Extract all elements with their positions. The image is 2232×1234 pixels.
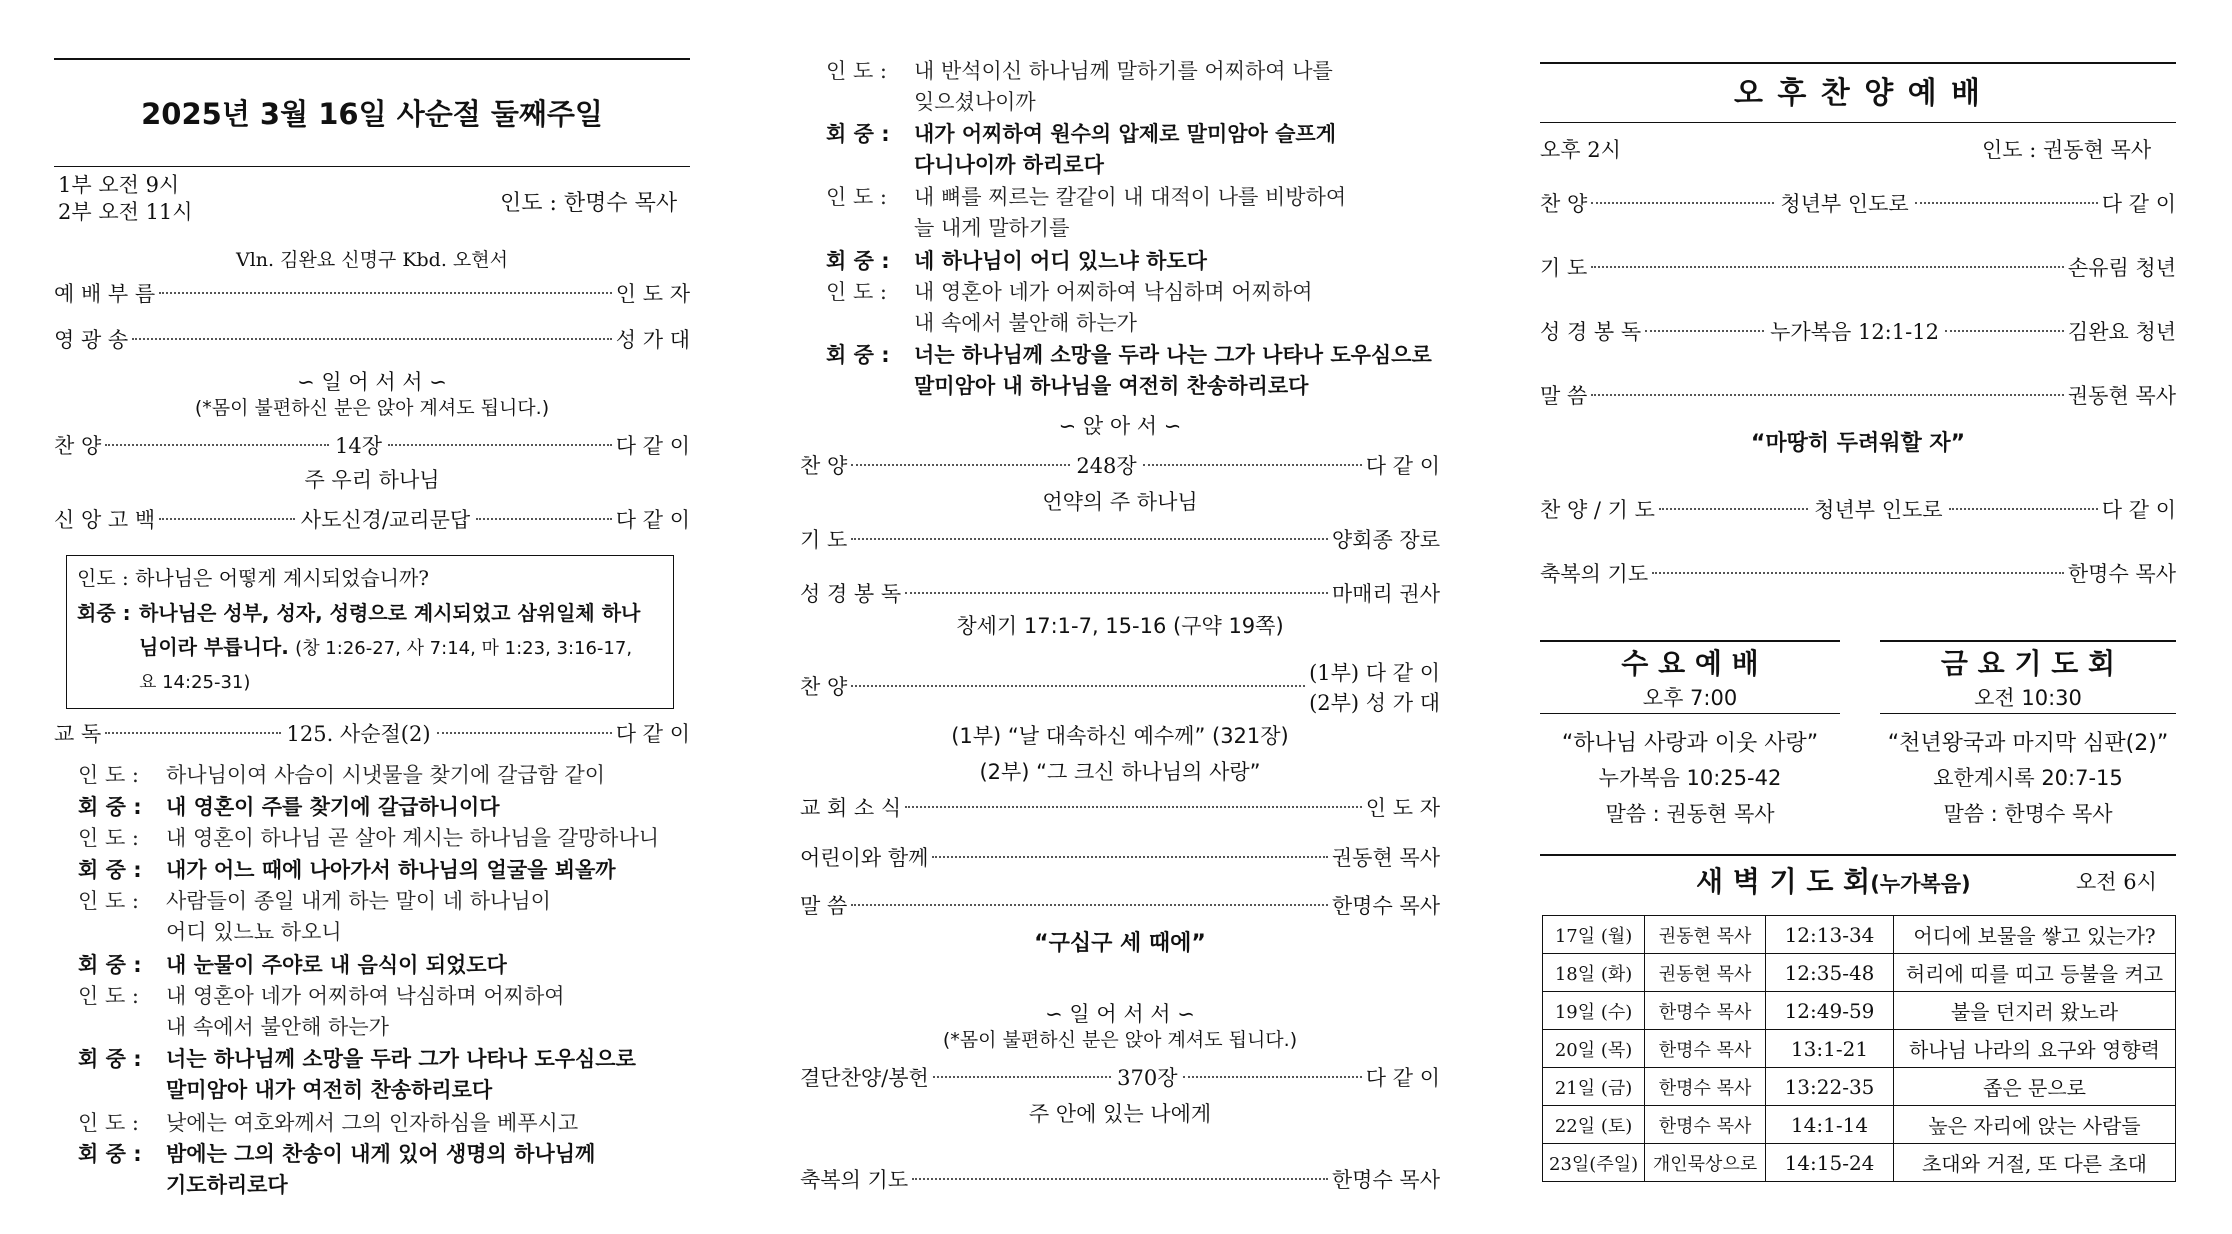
speaker-cell: 한명수 목사 bbox=[1645, 992, 1766, 1030]
offering-title: 주 안에 있는 나에게 bbox=[1028, 1102, 1212, 1126]
order-right: 다 같 이 bbox=[615, 508, 691, 532]
order-label: 찬 양 bbox=[54, 434, 102, 458]
table-row bbox=[1543, 954, 2176, 992]
stand-note-2: (*몸이 불편하신 분은 앉아 계셔도 됩니다.) bbox=[942, 1029, 1298, 1051]
topic-cell: 하나님 나라의 요구와 영향력 bbox=[1893, 1030, 2175, 1068]
order-label: 예 배 부 름 bbox=[54, 282, 156, 306]
order-label: 축복의 기도 bbox=[1540, 562, 1649, 586]
fri-rule-2 bbox=[1880, 713, 2176, 714]
fri-time: 오전 10:30 bbox=[1974, 686, 2082, 710]
speaker-label: 회 중 : bbox=[78, 1047, 142, 1072]
passage-cell: 12:49-59 bbox=[1766, 992, 1894, 1030]
afternoon-time: 오후 2시 bbox=[1540, 138, 1621, 162]
leader-line bbox=[78, 823, 659, 854]
line-text: 내 영혼이 주를 찾기에 갈급하니이다 bbox=[166, 794, 500, 819]
order-reading bbox=[54, 720, 690, 748]
wed-ref: 누가복음 10:25-42 bbox=[1598, 766, 1782, 790]
afternoon-title: 오 후 찬 양 예 배 bbox=[1733, 76, 1983, 111]
leader-line bbox=[826, 277, 1313, 339]
order-prayer bbox=[800, 526, 1440, 554]
catechism-box bbox=[66, 555, 674, 709]
order-label: 영 광 송 bbox=[54, 328, 129, 352]
fri-rule bbox=[1880, 640, 2176, 642]
leader-line bbox=[78, 886, 551, 948]
topic-cell: 높은 자리에 앉는 사람들 bbox=[1893, 1106, 2175, 1144]
order-mid: 누가복음 12:1-12 bbox=[1770, 320, 1939, 344]
table-row bbox=[1543, 1106, 2176, 1144]
sermon-title: “구십구 세 때에” bbox=[1034, 931, 1206, 956]
speaker-label: 인 도 : bbox=[78, 763, 139, 787]
order-hymn bbox=[54, 432, 690, 460]
topic-cell: 초대와 거절, 또 다른 초대 bbox=[1893, 1144, 2175, 1182]
afternoon-order-row bbox=[1540, 560, 2176, 588]
afternoon-top-rule bbox=[1540, 62, 2176, 64]
page-title: 2025년 3월 16일 사순절 둘째주일 bbox=[141, 97, 603, 131]
wed-time: 오후 7:00 bbox=[1642, 686, 1738, 710]
table-row bbox=[1543, 1030, 2176, 1068]
line-continuation: 어디 있느뇨 하오니 bbox=[166, 920, 342, 945]
line-text: 하나님이여 사슴이 시냇물을 찾기에 갈급함 같이 bbox=[166, 763, 606, 787]
leader-line bbox=[78, 1108, 578, 1139]
speaker-label: 회 중 : bbox=[78, 1142, 142, 1167]
line-text: 내 영혼이 하나님 곧 살아 계시는 하나님을 갈망하나니 bbox=[166, 826, 660, 851]
line-text: 내 뼈를 찌르는 칼같이 내 대적이 나를 비방하여 bbox=[914, 185, 1347, 210]
order-right: 한명수 목사 bbox=[1331, 1168, 1440, 1192]
dawn-schedule-table bbox=[1542, 915, 2176, 1182]
order-right: 성 가 대 bbox=[615, 328, 690, 352]
congregation-line bbox=[826, 246, 1207, 277]
passage-cell: 13:1-21 bbox=[1766, 1030, 1894, 1068]
date-cell: 21일 (금) bbox=[1543, 1068, 1645, 1106]
speaker-label: 인 도 : bbox=[78, 889, 139, 914]
congregation-line bbox=[78, 950, 507, 981]
order-right: 손유림 청년 bbox=[2067, 256, 2176, 280]
dawn-sub: (누가복음) bbox=[1870, 872, 1971, 896]
wed-rule-2 bbox=[1540, 713, 1840, 714]
order-right: 한명수 목사 bbox=[2067, 562, 2176, 586]
hymn-title-2: 언약의 주 하나님 bbox=[1042, 490, 1198, 514]
line-text: 내 영혼아 네가 어찌하여 낙심하며 어찌하여 bbox=[166, 984, 565, 1009]
speaker-label: 인 도 : bbox=[826, 59, 887, 83]
line-text: 너는 하나님께 소망을 두라 나는 그가 나타나 도우심으로 bbox=[914, 343, 1432, 368]
order-right: 김완요 청년 bbox=[2067, 320, 2177, 344]
afternoon-sermon-title: “마땅히 두려워할 자” bbox=[1750, 431, 1966, 456]
order-label: 교 독 bbox=[54, 722, 102, 746]
congregation-line bbox=[78, 855, 616, 886]
line-continuation: 내 속에서 불안해 하는가 bbox=[166, 1015, 389, 1040]
order-mid: 사도신경/교리문답 bbox=[300, 508, 471, 532]
catechism-answer bbox=[139, 596, 669, 700]
dawn-time: 오전 6시 bbox=[2076, 870, 2157, 894]
order-mid: 14장 bbox=[335, 434, 383, 458]
afternoon-order-row bbox=[1540, 318, 2176, 346]
order-right: 다 같 이 bbox=[2101, 192, 2176, 216]
date-cell: 23일(주일) bbox=[1543, 1144, 1645, 1182]
afternoon-order-row bbox=[1540, 382, 2176, 410]
wed-speaker: 말씀 : 권동현 목사 bbox=[1605, 802, 1775, 826]
passage-cell: 12:35-48 bbox=[1766, 954, 1894, 992]
musicians: Vln. 김완요 신명구 Kbd. 오현서 bbox=[236, 249, 508, 271]
fri-topic: “천년왕국과 마지막 심판(2)” bbox=[1887, 731, 2169, 756]
service-times bbox=[58, 172, 193, 226]
congregation-line bbox=[78, 1044, 636, 1106]
order-mid: 248장 bbox=[1076, 454, 1137, 478]
leader: 인도 : 한명수 목사 bbox=[500, 191, 678, 216]
title-rule bbox=[54, 166, 690, 167]
date-cell: 20일 (목) bbox=[1543, 1030, 1645, 1068]
speaker-label: 인 도 : bbox=[826, 185, 887, 210]
congregation-line bbox=[78, 1139, 595, 1201]
order-mid: 청년부 인도로 bbox=[1814, 498, 1943, 522]
line-text: 너는 하나님께 소망을 두라 그가 나타나 도우심으로 bbox=[166, 1047, 636, 1072]
order-label: 찬 양 bbox=[800, 454, 848, 478]
speaker-label: 회 중 : bbox=[826, 122, 890, 147]
speaker-label: 회 중 : bbox=[78, 794, 142, 819]
order-gloria bbox=[54, 326, 690, 354]
catechism-ref-2: 요 14:25-31) bbox=[139, 672, 251, 693]
line-continuation: 말미암아 내가 여전히 찬송하리로다 bbox=[166, 1078, 493, 1103]
order-label: 찬 양 bbox=[800, 675, 848, 699]
speaker-label: 인 도 : bbox=[826, 280, 887, 305]
line-continuation: 기도하리로다 bbox=[166, 1173, 288, 1198]
topic-cell: 어디에 보물을 쌓고 있는가? bbox=[1893, 916, 2175, 954]
line-text: 내 눈물이 주야로 내 음식이 되었도다 bbox=[166, 952, 507, 977]
speaker-label: 인 도 : bbox=[78, 1110, 139, 1135]
order-right: 다 같 이 bbox=[2101, 498, 2177, 522]
line-continuation: 다니나이까 하리로다 bbox=[914, 153, 1104, 178]
order-right: 인 도 자 bbox=[1365, 796, 1440, 820]
wed-title: 수 요 예 배 bbox=[1621, 647, 1759, 680]
table-row bbox=[1543, 1068, 2176, 1106]
hymn-title: 주 우리 하나님 bbox=[304, 468, 440, 492]
catechism-ref: (창 1:26-27, 사 7:14, 마 1:23, 3:16-17, bbox=[295, 638, 633, 659]
line-text: 네 하나님이 어디 있느냐 하도다 bbox=[914, 248, 1207, 273]
order-label: 성 경 봉 독 bbox=[1540, 320, 1642, 344]
order-right: 인 도 자 bbox=[615, 282, 690, 306]
table-row bbox=[1543, 916, 2176, 954]
choir-song-1: (1부) “날 대속하신 예수께” (321장) bbox=[951, 724, 1289, 748]
line-continuation: 잊으셨나이까 bbox=[914, 90, 1036, 114]
order-right: 다 같 이 bbox=[615, 434, 691, 458]
order-sermon bbox=[800, 892, 1440, 920]
leader-line bbox=[78, 981, 565, 1043]
order-label: 축복의 기도 bbox=[800, 1168, 909, 1192]
catechism-question: 인도 : 하나님은 어떻게 계시되었습니까? bbox=[77, 566, 430, 590]
congregation-line bbox=[78, 792, 500, 823]
leader-line bbox=[78, 760, 605, 791]
fri-title: 금 요 기 도 회 bbox=[1940, 647, 2116, 680]
order-creed bbox=[54, 506, 690, 534]
date-cell: 22일 (토) bbox=[1543, 1106, 1645, 1144]
passage-cell: 14:15-24 bbox=[1766, 1144, 1894, 1182]
speaker-cell: 개인묵상으로 bbox=[1645, 1144, 1766, 1182]
choir-right-1: (1부) 다 같 이 bbox=[1309, 661, 1440, 685]
speaker-label: 회 중 : bbox=[78, 952, 142, 977]
line-text: 내가 어느 때에 나아가서 하나님의 얼굴을 뵈올까 bbox=[166, 857, 616, 882]
order-label: 찬 양 / 기 도 bbox=[1540, 498, 1655, 522]
dawn-title: 새 벽 기 도 회 bbox=[1696, 865, 1871, 898]
speaker-label: 인 도 : bbox=[78, 826, 139, 851]
speaker-label: 회 중 : bbox=[826, 343, 890, 368]
line-text: 내 반석이신 하나님께 말하기를 어찌하여 나를 bbox=[914, 59, 1333, 83]
order-benediction bbox=[800, 1166, 1440, 1194]
order-right: 다 같 이 bbox=[1365, 454, 1440, 478]
order-right: 양회종 장로 bbox=[1331, 528, 1440, 552]
speaker-cell: 한명수 목사 bbox=[1645, 1068, 1766, 1106]
speaker-label: 인 도 : bbox=[78, 984, 139, 1009]
table-row bbox=[1543, 1144, 2176, 1182]
line-continuation: 내 속에서 불안해 하는가 bbox=[914, 311, 1137, 336]
sit-marker: ∽ 앉 아 서 ∽ bbox=[1058, 414, 1182, 438]
order-label: 어린이와 함께 bbox=[800, 846, 929, 870]
speaker-cell: 권동현 목사 bbox=[1645, 916, 1766, 954]
order-children bbox=[800, 844, 1440, 872]
speaker-cell: 한명수 목사 bbox=[1645, 1106, 1766, 1144]
line-text: 낮에는 여호와께서 그의 인자하심을 베푸시고 bbox=[166, 1110, 579, 1135]
order-call-to-worship bbox=[54, 280, 690, 308]
date-cell: 18일 (화) bbox=[1543, 954, 1645, 992]
date-cell: 19일 (수) bbox=[1543, 992, 1645, 1030]
order-label: 교 회 소 식 bbox=[800, 796, 902, 820]
leader-line bbox=[826, 56, 1333, 118]
order-right: 마매리 권사 bbox=[1331, 582, 1440, 606]
order-label: 기 도 bbox=[1540, 256, 1588, 280]
leader-line bbox=[826, 182, 1346, 244]
date-cell: 17일 (월) bbox=[1543, 916, 1645, 954]
wed-rule bbox=[1540, 640, 1840, 642]
order-mid: 370장 bbox=[1117, 1066, 1178, 1090]
order-right: 다 같 이 bbox=[1365, 1066, 1441, 1090]
order-right: 다 같 이 bbox=[615, 722, 691, 746]
afternoon-order-row bbox=[1540, 496, 2176, 524]
order-label: 말 씀 bbox=[800, 894, 848, 918]
order-right: 권동현 목사 bbox=[1331, 846, 1440, 870]
afternoon-order-row bbox=[1540, 190, 2176, 218]
top-rule bbox=[54, 58, 690, 60]
congregation-line bbox=[826, 340, 1432, 402]
line-text: 밤에는 그의 찬송이 내게 있어 생명의 하나님께 bbox=[166, 1142, 596, 1167]
service-time-2: 2부 오전 11시 bbox=[58, 200, 193, 224]
table-row bbox=[1543, 992, 2176, 1030]
topic-cell: 허리에 띠를 띠고 등불을 켜고 bbox=[1893, 954, 2175, 992]
catechism-answer-who: 회중 : bbox=[77, 601, 131, 625]
fri-ref: 요한계시록 20:7-15 bbox=[1933, 766, 2123, 790]
catechism-answer-line1: 하나님은 성부, 성자, 성령으로 계시되었고 삼위일체 하나 bbox=[139, 601, 641, 625]
order-label: 신 앙 고 백 bbox=[54, 508, 156, 532]
line-text: 내 영혼아 네가 어찌하여 낙심하며 어찌하여 bbox=[914, 280, 1313, 305]
passage-cell: 14:1-14 bbox=[1766, 1106, 1894, 1144]
order-news bbox=[800, 794, 1440, 822]
speaker-cell: 한명수 목사 bbox=[1645, 1030, 1766, 1068]
speaker-label: 회 중 : bbox=[78, 857, 142, 882]
topic-cell: 불을 던지러 왔노라 bbox=[1893, 992, 2175, 1030]
order-label: 기 도 bbox=[800, 528, 848, 552]
line-text: 사람들이 종일 내게 하는 말이 네 하나님이 bbox=[166, 889, 551, 914]
speaker-label: 회 중 : bbox=[826, 248, 890, 273]
choir-rights bbox=[1309, 658, 1440, 718]
choir-song-2: (2부) “그 크신 하나님의 사랑” bbox=[979, 760, 1261, 784]
afternoon-leader: 인도 : 권동현 목사 bbox=[1982, 138, 2152, 162]
choir-right-2: (2부) 성 가 대 bbox=[1309, 691, 1440, 715]
passage-cell: 12:13-34 bbox=[1766, 916, 1894, 954]
congregation-line bbox=[826, 119, 1336, 181]
line-text: 내가 어찌하여 원수의 압제로 말미암아 슬프게 bbox=[914, 122, 1336, 147]
fri-speaker: 말씀 : 한명수 목사 bbox=[1943, 802, 2113, 826]
stand-marker-2: ∽ 일 어 서 서 ∽ bbox=[1045, 1002, 1195, 1026]
order-right: 한명수 목사 bbox=[1331, 894, 1440, 918]
line-continuation: 늘 내게 말하기를 bbox=[914, 216, 1070, 241]
order-label: 성 경 봉 독 bbox=[800, 582, 902, 606]
line-continuation: 말미암아 내 하나님을 여전히 찬송하리로다 bbox=[914, 374, 1309, 399]
afternoon-order-row bbox=[1540, 254, 2176, 282]
catechism-answer-line2: 님이라 부릅니다. bbox=[139, 635, 289, 659]
order-label: 말 씀 bbox=[1540, 384, 1588, 408]
scripture-ref: 창세기 17:1-7, 15-16 (구약 19쪽) bbox=[956, 614, 1284, 638]
speaker-cell: 권동현 목사 bbox=[1645, 954, 1766, 992]
order-scripture bbox=[800, 580, 1440, 608]
order-offering bbox=[800, 1064, 1440, 1092]
service-time-1: 1부 오전 9시 bbox=[58, 173, 180, 197]
dawn-rule bbox=[1540, 854, 2176, 856]
topic-cell: 좁은 문으로 bbox=[1893, 1068, 2175, 1106]
stand-marker: ∽ 일 어 서 서 ∽ bbox=[297, 370, 447, 394]
order-label: 결단찬양/봉헌 bbox=[800, 1066, 929, 1090]
order-right: 권동현 목사 bbox=[2067, 384, 2176, 408]
stand-note: (*몸이 불편하신 분은 앉아 계셔도 됩니다.) bbox=[194, 397, 550, 419]
order-mid: 청년부 인도로 bbox=[1780, 192, 1909, 216]
dawn-title-wrap bbox=[1696, 860, 1971, 900]
afternoon-rule bbox=[1540, 122, 2176, 123]
wed-topic: “하나님 사랑과 이웃 사랑” bbox=[1561, 731, 1819, 756]
order-mid: 125. 사순절(2) bbox=[286, 722, 431, 746]
order-label: 찬 양 bbox=[1540, 192, 1588, 216]
order-hymn-2 bbox=[800, 452, 1440, 480]
passage-cell: 13:22-35 bbox=[1766, 1068, 1894, 1106]
